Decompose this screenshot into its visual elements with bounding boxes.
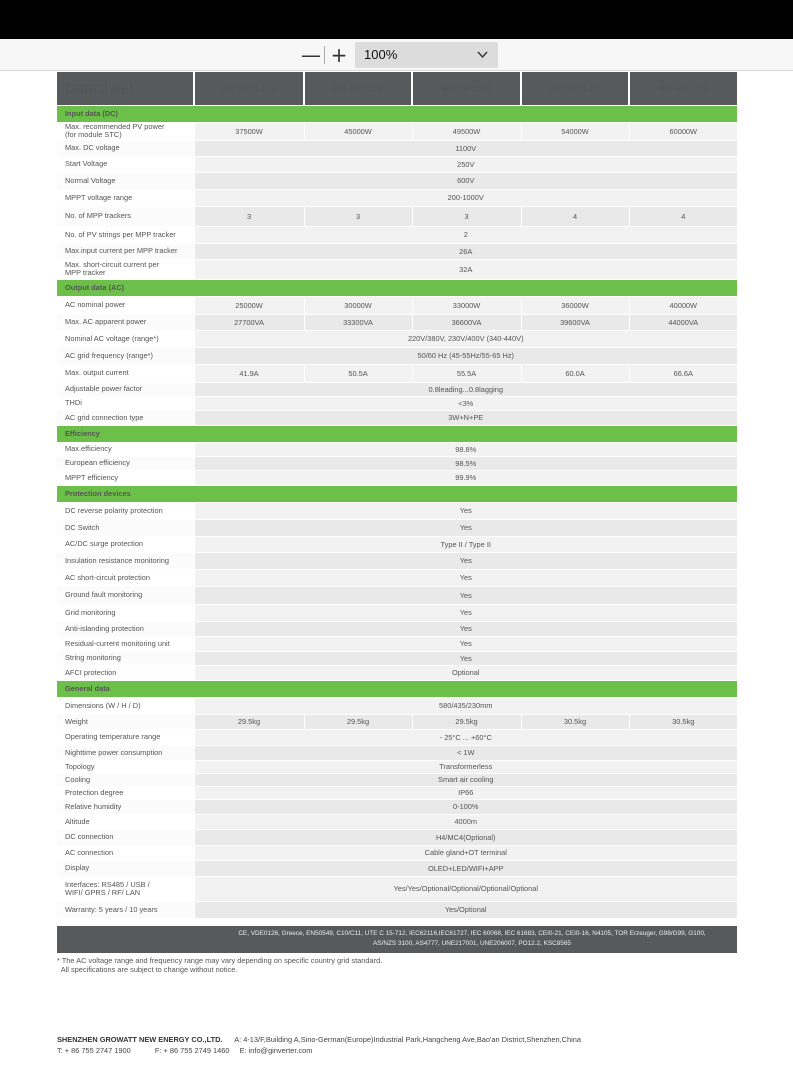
section-title: Output data (AC) bbox=[57, 279, 737, 296]
model-header: MID 36KTL3-X bbox=[521, 72, 629, 105]
company-name: SHENZHEN GROWATT NEW ENERGY CO.,LTD. bbox=[57, 1035, 223, 1044]
spec-value: 200-1000V bbox=[194, 189, 737, 206]
spec-value: 250V bbox=[194, 156, 737, 172]
spec-value: 30.5kg bbox=[521, 714, 629, 729]
footnote-line: * The AC voltage range and frequency range may vary depending on specific country grid standard. bbox=[57, 956, 383, 965]
datasheet-title: Datasheet bbox=[57, 72, 194, 105]
spec-label: Max. short-circuit current per MPP tracker bbox=[57, 259, 194, 279]
spec-value: Yes bbox=[194, 636, 737, 651]
spec-row bbox=[57, 396, 737, 410]
spec-row bbox=[57, 697, 737, 714]
spec-value: 30.5kg bbox=[629, 714, 737, 729]
spec-value: 66.6A bbox=[629, 364, 737, 382]
spec-row bbox=[57, 569, 737, 586]
spec-value: 4 bbox=[521, 206, 629, 226]
spec-row bbox=[57, 651, 737, 665]
spec-label: Nominal AC voltage (range*) bbox=[57, 330, 194, 347]
spec-value: Yes bbox=[194, 502, 737, 519]
spec-row bbox=[57, 829, 737, 845]
company-tel: T: + 86 755 2747 1900 bbox=[57, 1046, 131, 1055]
spec-value: 98.5% bbox=[194, 456, 737, 470]
spec-value: 1100V bbox=[194, 140, 737, 156]
spec-value: Optional bbox=[194, 665, 737, 680]
spec-value: 49500W bbox=[412, 122, 521, 140]
spec-value: 54000W bbox=[521, 122, 629, 140]
spec-value: 30000W bbox=[304, 296, 412, 314]
section-header bbox=[57, 105, 737, 122]
spec-row bbox=[57, 901, 737, 918]
spec-value: 33300VA bbox=[304, 314, 412, 330]
spec-label: Max. DC voltage bbox=[57, 140, 194, 156]
spec-value: Yes bbox=[194, 519, 737, 536]
spec-label: Nighttime power consumption bbox=[57, 745, 194, 760]
spec-label: Adjustable power factor bbox=[57, 382, 194, 396]
spec-row bbox=[57, 799, 737, 814]
spec-row bbox=[57, 502, 737, 519]
certifications-bar: CE, VDE0126, Greece, EN50549, C10/C11, UTE C 15-712, IEC62116,IEC61727, IEC 60068, IEC 61683, CEI0-21, CEI0-16, N4105, TOR Erzeuger, G98/G99, G100, AS/NZS 3100, AS4777, UNE217001, UNE206007, PO12.2, KSC8565 bbox=[57, 926, 737, 953]
spec-label: Operating temperature range bbox=[57, 729, 194, 745]
company-footer bbox=[57, 1034, 581, 1056]
spec-value: 3 bbox=[194, 206, 304, 226]
spec-label: AC connection bbox=[57, 845, 194, 860]
spec-label: European efficiency bbox=[57, 456, 194, 470]
spec-value: Type II / Type II bbox=[194, 536, 737, 552]
spec-row bbox=[57, 456, 737, 470]
spec-row bbox=[57, 470, 737, 485]
window-top-bar bbox=[0, 0, 793, 39]
spec-value: 33000W bbox=[412, 296, 521, 314]
spec-value: Yes bbox=[194, 569, 737, 586]
zoom-out-button[interactable] bbox=[300, 43, 322, 67]
footnote-line: All specifications are subject to change without notice. bbox=[57, 965, 238, 974]
section-title: General data bbox=[57, 680, 737, 697]
plus-icon: + bbox=[330, 43, 348, 67]
spec-value: OLED+LED/WIFI+APP bbox=[194, 860, 737, 876]
spec-row bbox=[57, 860, 737, 876]
spec-value: 44000VA bbox=[629, 314, 737, 330]
section-header bbox=[57, 485, 737, 502]
spec-row bbox=[57, 259, 737, 279]
spec-row bbox=[57, 745, 737, 760]
spec-row bbox=[57, 519, 737, 536]
spec-row bbox=[57, 122, 737, 140]
spec-label: Normal Voltage bbox=[57, 172, 194, 189]
model-header: MID 33KTL3-X bbox=[412, 72, 521, 105]
spec-value: Yes bbox=[194, 604, 737, 621]
spec-label: AC nominal power bbox=[57, 296, 194, 314]
spec-value: Cable gland+OT terminal bbox=[194, 845, 737, 860]
spec-row bbox=[57, 172, 737, 189]
spec-row bbox=[57, 814, 737, 829]
spec-value: 41.9A bbox=[194, 364, 304, 382]
spec-value: 29.5kg bbox=[304, 714, 412, 729]
spec-label: AC/DC surge protection bbox=[57, 536, 194, 552]
spec-row bbox=[57, 665, 737, 680]
datasheet bbox=[57, 72, 737, 919]
spec-label: Max.efficiency bbox=[57, 442, 194, 456]
spec-value: 55.5A bbox=[412, 364, 521, 382]
spec-value: 600V bbox=[194, 172, 737, 189]
spec-row bbox=[57, 536, 737, 552]
spec-value: Transformerless bbox=[194, 760, 737, 773]
spec-row bbox=[57, 140, 737, 156]
spec-label: Residual-current monitoring unit bbox=[57, 636, 194, 651]
spec-value: 29.5kg bbox=[412, 714, 521, 729]
spec-value: 27700VA bbox=[194, 314, 304, 330]
header-row bbox=[57, 72, 737, 105]
spec-label: Altitude bbox=[57, 814, 194, 829]
spec-label: Weight bbox=[57, 714, 194, 729]
spec-value: 3 bbox=[304, 206, 412, 226]
spec-label: String monitoring bbox=[57, 651, 194, 665]
spec-value: 4000m bbox=[194, 814, 737, 829]
spec-label: Max. AC apparent power bbox=[57, 314, 194, 330]
spec-value: 37500W bbox=[194, 122, 304, 140]
spec-value: 25000W bbox=[194, 296, 304, 314]
footnotes bbox=[57, 956, 382, 974]
spec-row bbox=[57, 729, 737, 745]
spec-label: AC grid connection type bbox=[57, 410, 194, 425]
spec-row bbox=[57, 243, 737, 259]
spec-row bbox=[57, 786, 737, 799]
spec-value: 0.8leading...0.8lagging bbox=[194, 382, 737, 396]
section-header bbox=[57, 425, 737, 442]
spec-value: 50/60 Hz (45-55Hz/55-65 Hz) bbox=[194, 347, 737, 364]
spec-row bbox=[57, 604, 737, 621]
spec-value: 98.8% bbox=[194, 442, 737, 456]
spec-value: 29.5kg bbox=[194, 714, 304, 729]
spec-label: MPPT voltage range bbox=[57, 189, 194, 206]
spec-value: 220V/380V, 230V/400V (340-440V) bbox=[194, 330, 737, 347]
zoom-select[interactable] bbox=[355, 42, 498, 68]
spec-label: Insulation resistance monitoring bbox=[57, 552, 194, 569]
spec-row bbox=[57, 226, 737, 243]
spec-label: Protection degree bbox=[57, 786, 194, 799]
spec-value: 0-100% bbox=[194, 799, 737, 814]
spec-row bbox=[57, 189, 737, 206]
spec-row bbox=[57, 410, 737, 425]
section-title: Efficiency bbox=[57, 425, 737, 442]
spec-label: Cooling bbox=[57, 773, 194, 786]
spec-label: AFCI protection bbox=[57, 665, 194, 680]
company-fax: F: + 86 755 2749 1460 bbox=[154, 1046, 230, 1055]
spec-value: Yes/Optional bbox=[194, 901, 737, 918]
spec-row bbox=[57, 206, 737, 226]
spec-row bbox=[57, 636, 737, 651]
spec-row bbox=[57, 382, 737, 396]
spec-label: No. of MPP trackers bbox=[57, 206, 194, 226]
spec-value: 60000W bbox=[629, 122, 737, 140]
model-header: MID 40KTL3-X bbox=[629, 72, 737, 105]
spec-row bbox=[57, 552, 737, 569]
spec-label: THDi bbox=[57, 396, 194, 410]
spec-value: 36600VA bbox=[412, 314, 521, 330]
spec-value: 40000W bbox=[629, 296, 737, 314]
spec-label: DC Switch bbox=[57, 519, 194, 536]
spec-label: Interfaces: RS485 / USB / WIFI/ GPRS / RF/ LAN bbox=[57, 876, 194, 901]
spec-value: Smart air cooling bbox=[194, 773, 737, 786]
spec-row bbox=[57, 347, 737, 364]
spec-value: Yes bbox=[194, 651, 737, 665]
spec-label: AC grid frequency (range*) bbox=[57, 347, 194, 364]
company-email: E: info@ginverter.com bbox=[239, 1046, 313, 1055]
spec-label: Grid monitoring bbox=[57, 604, 194, 621]
zoom-value: 100% bbox=[364, 47, 398, 62]
spec-value: 50.5A bbox=[304, 364, 412, 382]
spec-label: Start Voltage bbox=[57, 156, 194, 172]
spec-label: Topology bbox=[57, 760, 194, 773]
spec-value: 3 bbox=[412, 206, 521, 226]
zoom-in-button[interactable] bbox=[328, 43, 350, 67]
spec-value: 32A bbox=[194, 259, 737, 279]
spec-value: 4 bbox=[629, 206, 737, 226]
spec-row bbox=[57, 364, 737, 382]
spec-row bbox=[57, 714, 737, 729]
spec-label: DC reverse polarity protection bbox=[57, 502, 194, 519]
spec-label: DC connection bbox=[57, 829, 194, 845]
spec-label: Max.input current per MPP tracker bbox=[57, 243, 194, 259]
spec-value: 39600VA bbox=[521, 314, 629, 330]
spec-value: < 1W bbox=[194, 745, 737, 760]
spec-value: - 25°C ... +60°C bbox=[194, 729, 737, 745]
spec-value: 60.0A bbox=[521, 364, 629, 382]
spec-label: Warranty: 5 years / 10 years bbox=[57, 901, 194, 918]
spec-label: Relative humidity bbox=[57, 799, 194, 814]
spec-value: 26A bbox=[194, 243, 737, 259]
section-title: Input data (DC) bbox=[57, 105, 737, 122]
company-address: A: 4-13/F,Building A,Sino-German(Europe)Industrial Park,Hangcheng Ave,Bao'an District,Shenzhen,China bbox=[234, 1035, 581, 1044]
pdf-toolbar bbox=[0, 39, 793, 71]
spec-value: Yes/Yes/Optional/Optional/Optional/Optional bbox=[194, 876, 737, 901]
spec-label: Dimensions (W / H / D) bbox=[57, 697, 194, 714]
spec-value: 99.9% bbox=[194, 470, 737, 485]
spec-value: 36000W bbox=[521, 296, 629, 314]
spec-value: IP66 bbox=[194, 786, 737, 799]
spec-value: 3W+N+PE bbox=[194, 410, 737, 425]
spec-row bbox=[57, 845, 737, 860]
spec-label: Max. output current bbox=[57, 364, 194, 382]
minus-icon: — bbox=[301, 43, 321, 67]
spec-value: Yes bbox=[194, 621, 737, 636]
spec-label: Anti-islanding protection bbox=[57, 621, 194, 636]
spec-label: Display bbox=[57, 860, 194, 876]
section-header bbox=[57, 279, 737, 296]
section-header bbox=[57, 680, 737, 697]
spec-value: H4/MC4(Optional) bbox=[194, 829, 737, 845]
spec-row bbox=[57, 760, 737, 773]
model-header: MID 30KTL3-X bbox=[304, 72, 412, 105]
spec-value: Yes bbox=[194, 586, 737, 604]
spec-label: No. of PV strings per MPP tracker bbox=[57, 226, 194, 243]
spec-label: MPPT efficiency bbox=[57, 470, 194, 485]
spec-row bbox=[57, 442, 737, 456]
spec-label: Max. recommended PV power (for module STC) bbox=[57, 122, 194, 140]
spec-value: 45000W bbox=[304, 122, 412, 140]
spec-row bbox=[57, 621, 737, 636]
spec-row bbox=[57, 314, 737, 330]
spec-row bbox=[57, 296, 737, 314]
spec-row bbox=[57, 586, 737, 604]
spec-value: <3% bbox=[194, 396, 737, 410]
spec-label: Ground fault monitoring bbox=[57, 586, 194, 604]
spec-row bbox=[57, 156, 737, 172]
spec-value: 2 bbox=[194, 226, 737, 243]
spec-label: AC short-circuit protection bbox=[57, 569, 194, 586]
spec-value: Yes bbox=[194, 552, 737, 569]
model-header: MID 25KTL3-X1 bbox=[194, 72, 304, 105]
spec-value: 580/435/230mm bbox=[194, 697, 737, 714]
spec-row bbox=[57, 330, 737, 347]
toolbar-divider bbox=[324, 46, 325, 64]
section-title: Protection devices bbox=[57, 485, 737, 502]
spec-row bbox=[57, 876, 737, 901]
spec-row bbox=[57, 773, 737, 786]
datasheet-table bbox=[57, 72, 737, 919]
